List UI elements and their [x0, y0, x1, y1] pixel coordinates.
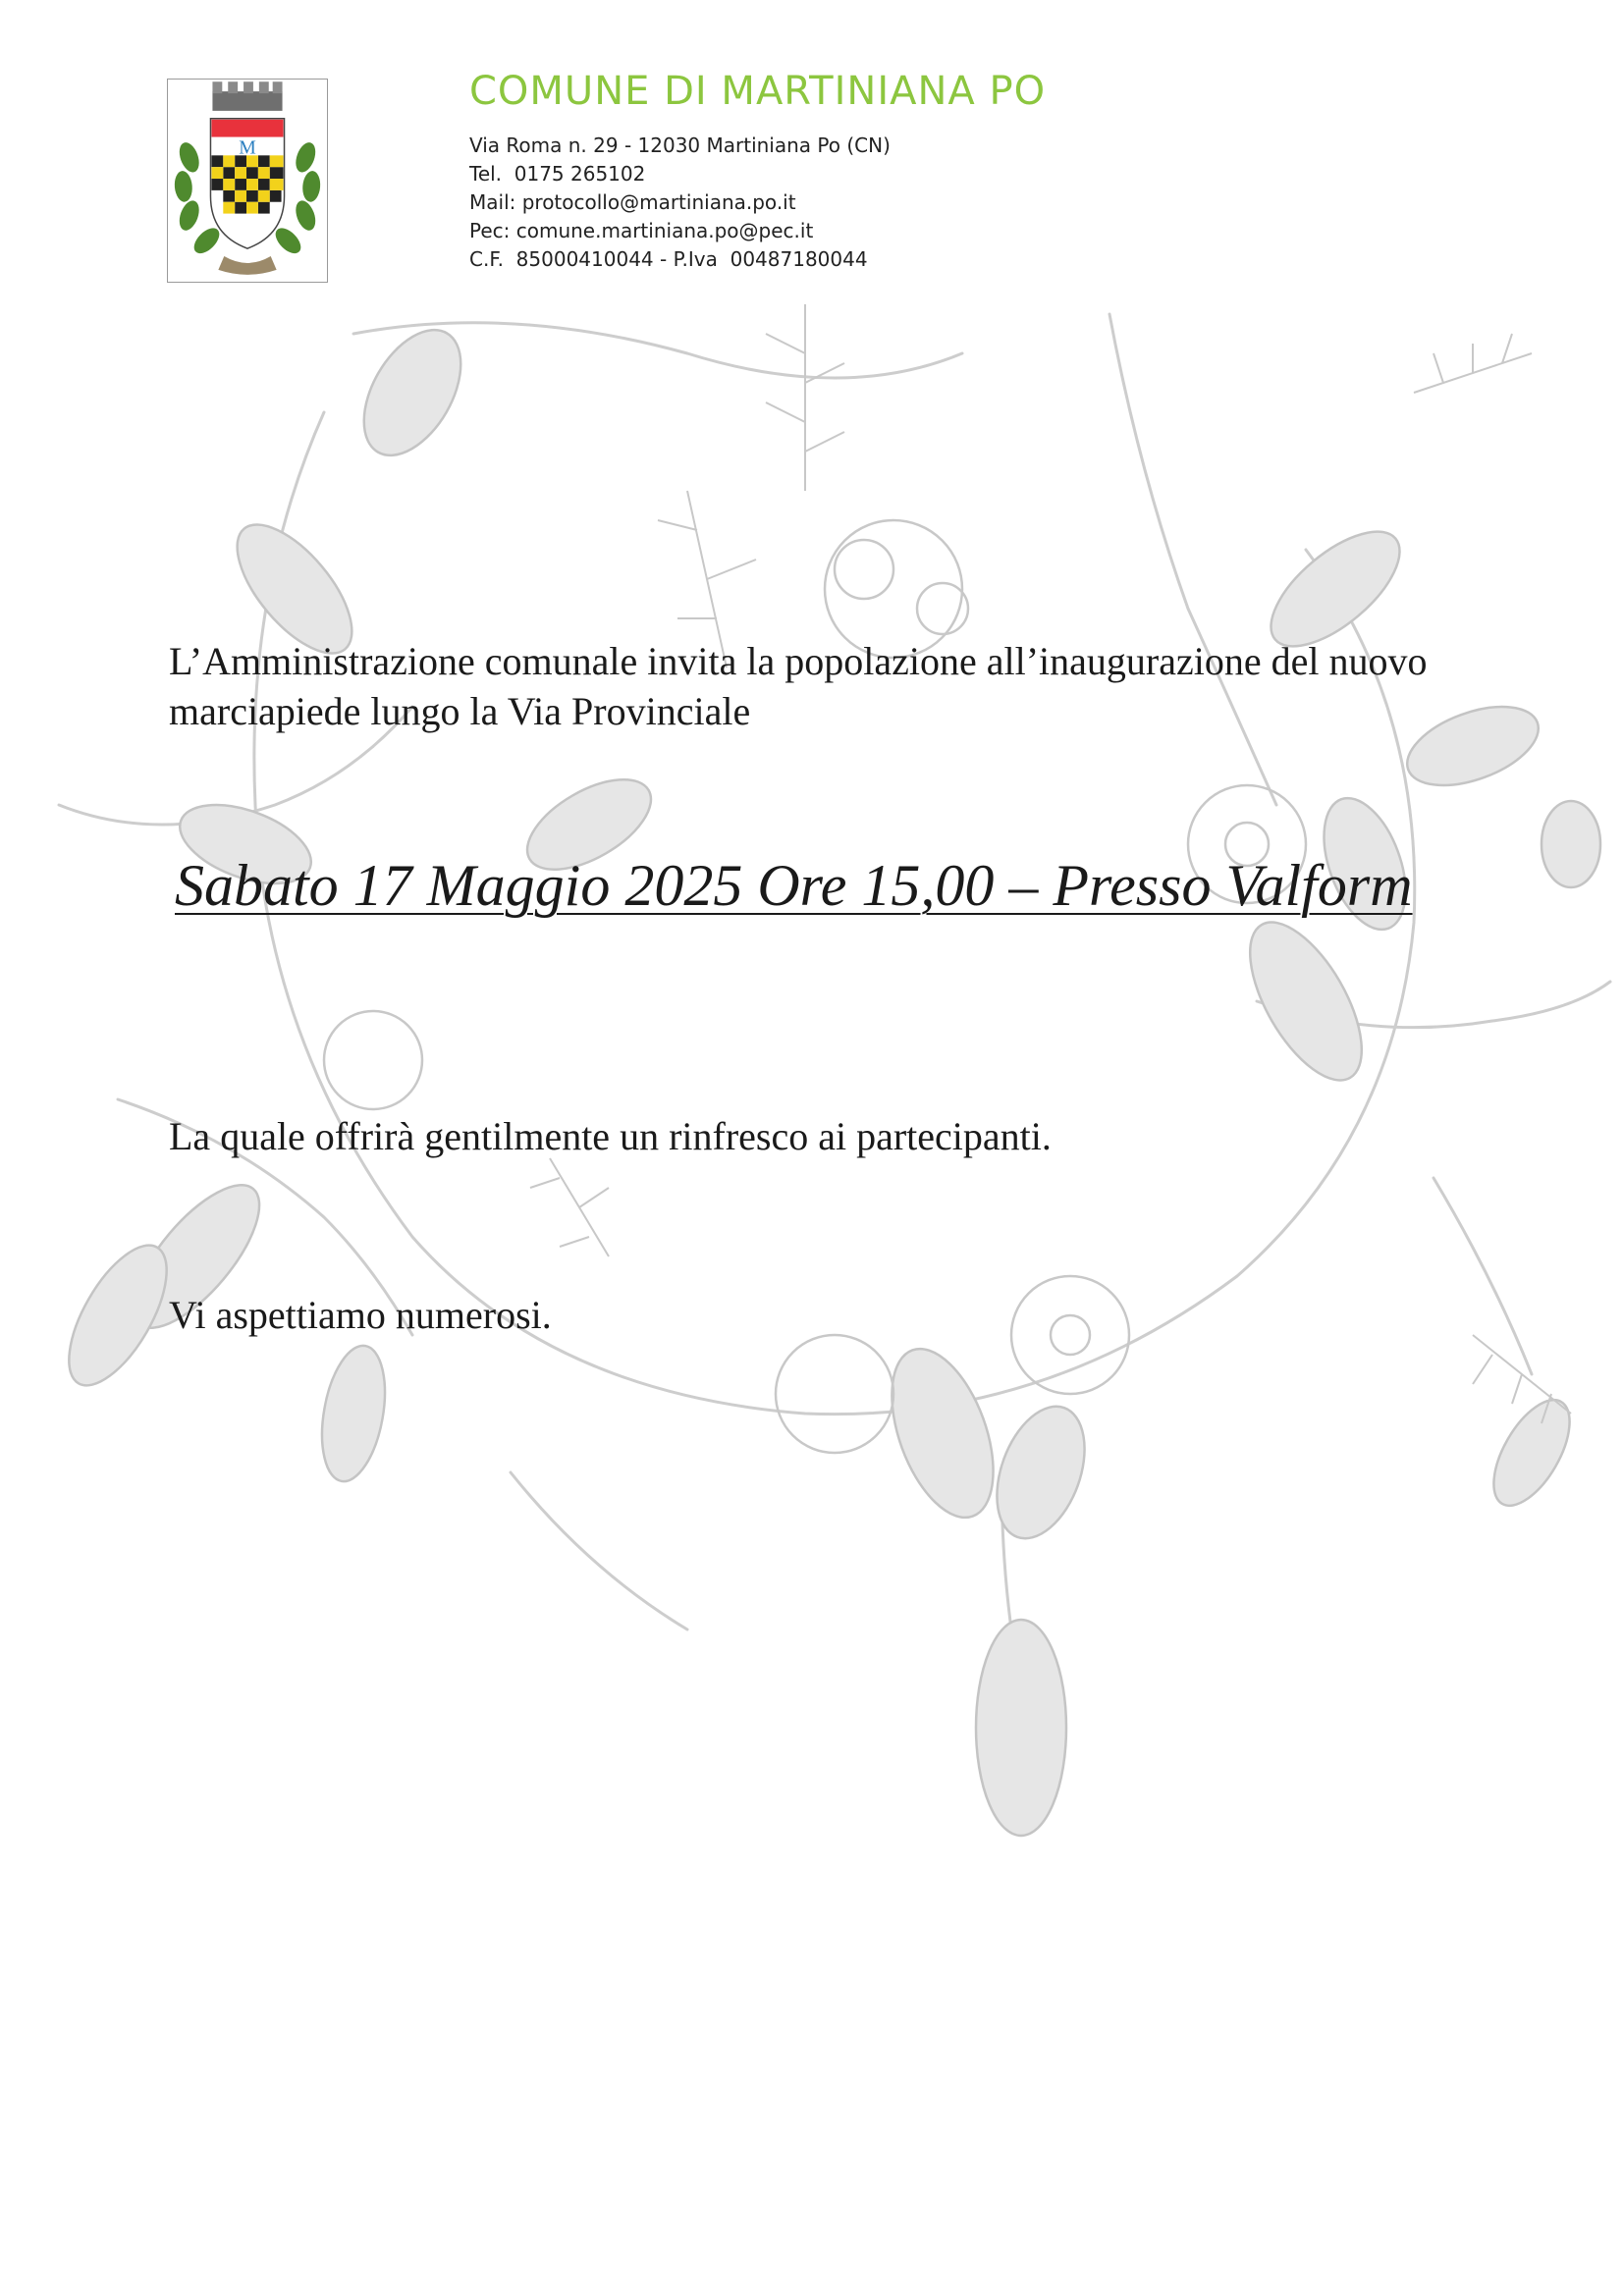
coat-of-arms-icon [167, 79, 328, 283]
municipality-title: COMUNE DI MARTINIANA PO [469, 69, 1047, 114]
contact-tax-ids: C.F. 85000410044 - P.Iva 00487180044 [469, 247, 868, 271]
event-datetime-location: Sabato 17 Maggio 2025 Ore 15,00 – Presso Valform [175, 853, 1413, 918]
refreshment-note: La quale offrirà gentilmente un rinfresco ai partecipanti. [169, 1114, 1052, 1158]
invitation-intro: L’Amministrazione comunale invita la popolazione all’inaugurazione del nuovo marciapiede lungo la Via Provinciale [169, 639, 1428, 733]
crest-letter: M [239, 136, 256, 159]
contact-block [469, 132, 891, 274]
contact-phone: Tel. 0175 265102 [469, 162, 646, 186]
contact-email: Mail: protocollo@martiniana.po.it [469, 190, 796, 214]
contact-pec: Pec: comune.martiniana.po@pec.it [469, 219, 814, 242]
closing-line: Vi aspettiamo numerosi. [169, 1293, 552, 1337]
contact-address: Via Roma n. 29 - 12030 Martiniana Po (CN) [469, 133, 891, 157]
